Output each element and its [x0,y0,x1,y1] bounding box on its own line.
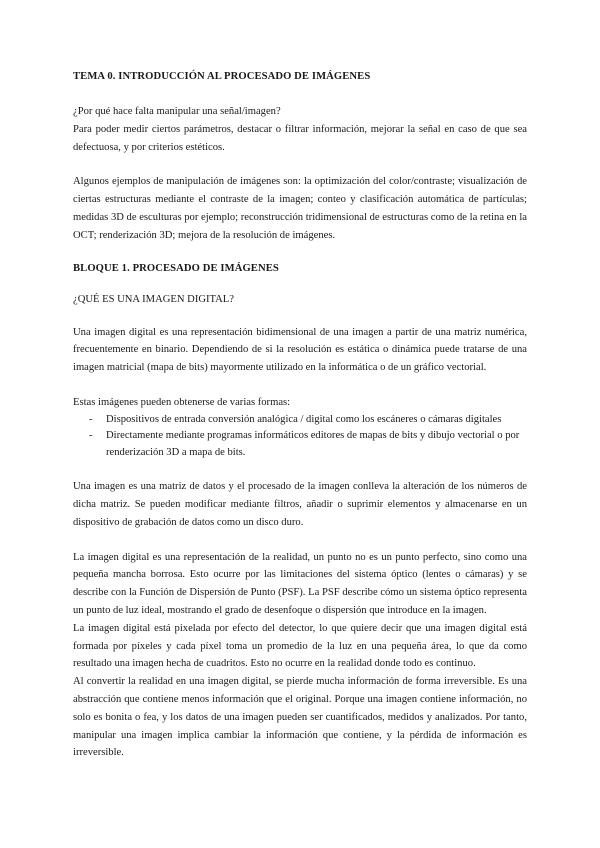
page-title: TEMA 0. INTRODUCCIÓN AL PROCESADO DE IMÁGENES [73,71,371,82]
list-item [73,412,527,429]
spacer [73,461,527,478]
matrix-paragraph: Una imagen es una matriz de datos y el procesado de la imagen conlleva la alteración de los números de dicha matriz. Se pueden modificar mediante filtros, añadir o suprimir elementos y almacenarse en un dispositivo de grabación de datos como un disco duro. [73,481,527,528]
dash-bullet: - [89,413,93,425]
reality-paragraph-2: La imagen digital está pixelada por efecto del detector, lo que quiere decir que una imagen digital está formada por píxeles y cada píxel toma un promedio de la luz en una pequeña área, lo que da como resultado una imagen hecha de cuadritos. Esto no ocurre en la realidad donde todo es continuo. [73,622,527,670]
spacer [73,532,527,549]
definition-paragraph: Una imagen digital es una representación bidimensional de una imagen a partir de una matriz numérica, frecuentemente en binario. Dependiendo de si la resolución es estática o dinámica puede tratarse de una imagen matricial (mapa de bits) mayormente utilizado en la informática o de un gráfico vectorial. [73,326,527,374]
spacer [73,377,527,394]
list-item-text: Dispositivos de entrada conversión analógica / digital como los escáneres o cámaras digitales [106,413,502,425]
examples-paragraph: Algunos ejemplos de manipulación de imágenes son: la optimización del color/contraste; visualización de ciertas estructuras mediante el contraste de la imagen; conteo y clasificación automática de partículas; medidas 3D de esculturas por ejemplo; reconstrucción tridimensional de estructuras como de la retina en la OCT; renderización 3D; mejora de la resolución de imágenes. [73,176,527,241]
list-item [73,428,527,461]
block-title: BLOQUE 1. PROCESADO DE IMÁGENES [73,262,279,274]
spacer [73,156,527,173]
intro-question: ¿Por qué hace falta manipular una señal/imagen? [73,106,281,117]
ways-intro: Estas imágenes pueden obtenerse de varias formas: [73,396,291,408]
intro-answer: Para poder medir ciertos parámetros, destacar o filtrar información, mejorar la señal en caso de que sea defectuosa, y por criterios estéticos. [73,123,527,153]
reality-paragraph-1: La imagen digital es una representación de la realidad, un punto no es un punto perfecto, sino como una pequeña mancha borrosa. Esto ocurre por las limitaciones del sistema óptico (lentes o cámaras) y se describe con la Función de Dispersión de Punto (PSF). La PSF describe cómo un sistema óptico representa un punto de luz ideal, mostrando el grado de desenfoque o dispersión que introduce en la imagen. [73,551,527,617]
spacer [73,245,527,262]
dash-bullet: - [89,430,93,442]
ways-list [73,412,527,462]
list-item-text: Directamente mediante programas informáticos editores de mapas de bits y dibujo vectorial o por renderización 3D a mapa de bits. [106,430,520,458]
section-question: ¿QUÉ ES UNA IMAGEN DIGITAL? [73,293,234,305]
reality-paragraph-3: Al convertir la realidad en una imagen digital, se pierde mucha información de forma irreversible. Es una abstracción que contiene menos información que el original. Porque una imagen contiene información, no solo es bonita o fea, y los datos de una imagen pueden ser cuantificados, medidos y analizados. Por tanto, manipular una imagen implica cambiar la información que contiene, y la pérdida de información es irreversible. [73,676,527,759]
